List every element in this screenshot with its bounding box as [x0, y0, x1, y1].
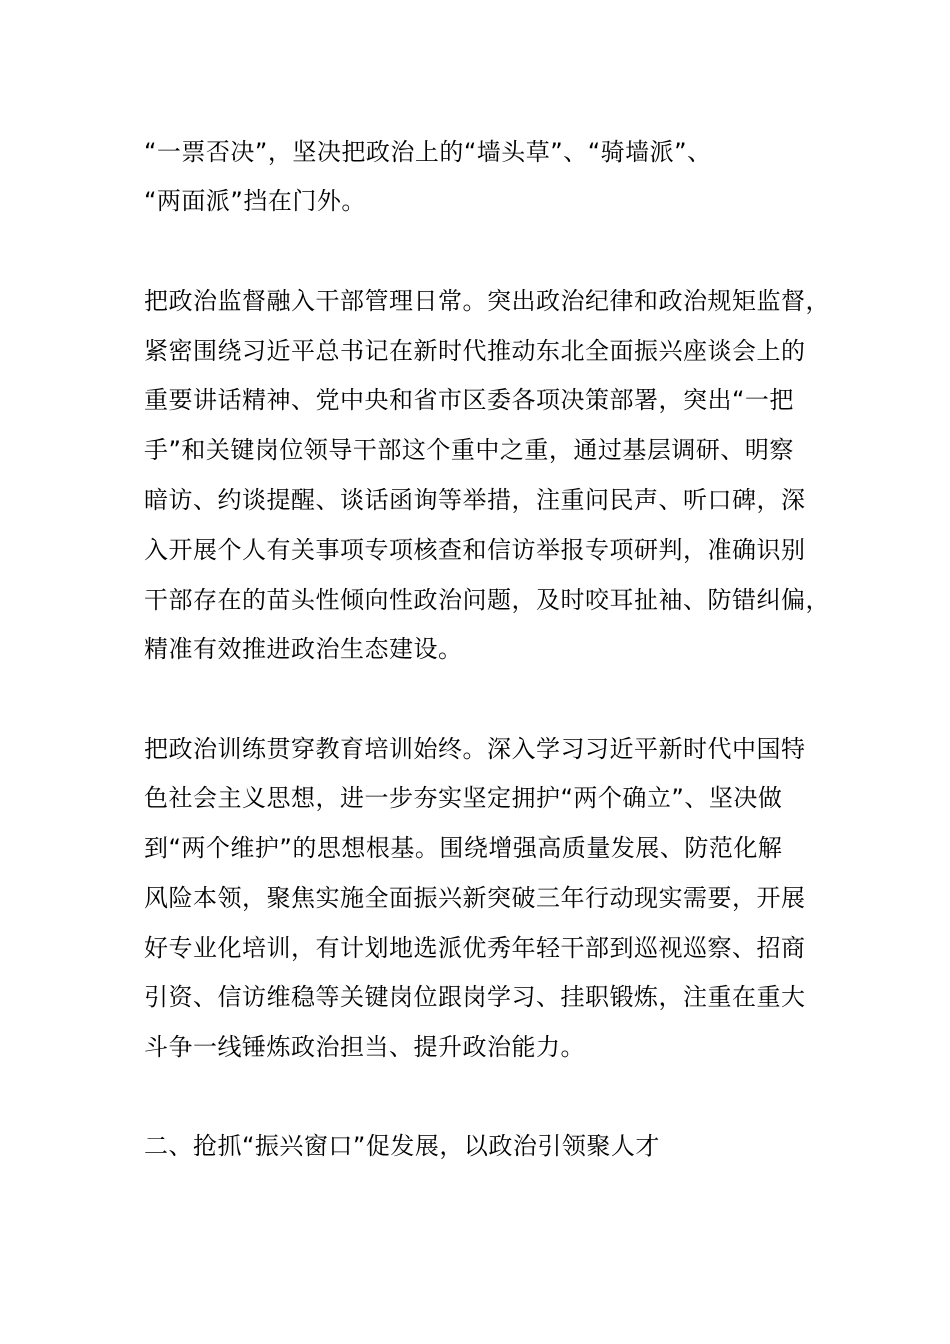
- section-heading: 二、抢抓“振兴窗口”促发展，以政治引领聚人才: [144, 1132, 660, 1160]
- text-line: “一票否决”，坚决把政治上的“墙头草”、“骑墙派”、: [144, 138, 712, 166]
- paragraph-2-line: 把政治训练贯穿教育培训始终。深入学习习近平新时代中国特: [144, 735, 806, 763]
- paragraph-2-line: 斗争一线锤炼政治担当、提升政治能力。: [144, 1033, 585, 1061]
- paragraph-2-line: 引资、信访维稳等关键岗位跟岗学习、挂职锻炼，注重在重大: [144, 983, 806, 1011]
- paragraph-1-line: 干部存在的苗头性倾向性政治问题，及时咬耳扯袖、防错纠偏，: [144, 586, 830, 614]
- paragraph-1-line: 把政治监督融入干部管理日常。突出政治纪律和政治规矩监督，: [144, 287, 830, 315]
- paragraph-2-line: 到“两个维护”的思想根基。围绕增强高质量发展、防范化解: [144, 834, 783, 862]
- paragraph-1-line: 手”和关键岗位领导干部这个重中之重，通过基层调研、明察: [144, 436, 794, 464]
- text-line: “两面派”挡在门外。: [144, 187, 366, 215]
- paragraph-1-line: 紧密围绕习近平总书记在新时代推动东北全面振兴座谈会上的: [144, 337, 806, 365]
- paragraph-1-line: 重要讲话精神、党中央和省市区委各项决策部署，突出“一把: [144, 386, 794, 414]
- paragraph-1-line: 暗访、约谈提醒、谈话函询等举措，注重问民声、听口碑，深: [144, 486, 806, 514]
- paragraph-1-line: 精准有效推进政治生态建设。: [144, 635, 463, 663]
- paragraph-2-line: 风险本领，聚焦实施全面振兴新突破三年行动现实需要，开展: [144, 884, 806, 912]
- paragraph-1-line: 入开展个人有关事项专项核查和信访举报专项研判，准确识别: [144, 536, 806, 564]
- paragraph-2-line: 好专业化培训，有计划地选派优秀年轻干部到巡视巡察、招商: [144, 934, 806, 962]
- paragraph-2-line: 色社会主义思想，进一步夯实坚定拥护“两个确立”、坚决做: [144, 784, 783, 812]
